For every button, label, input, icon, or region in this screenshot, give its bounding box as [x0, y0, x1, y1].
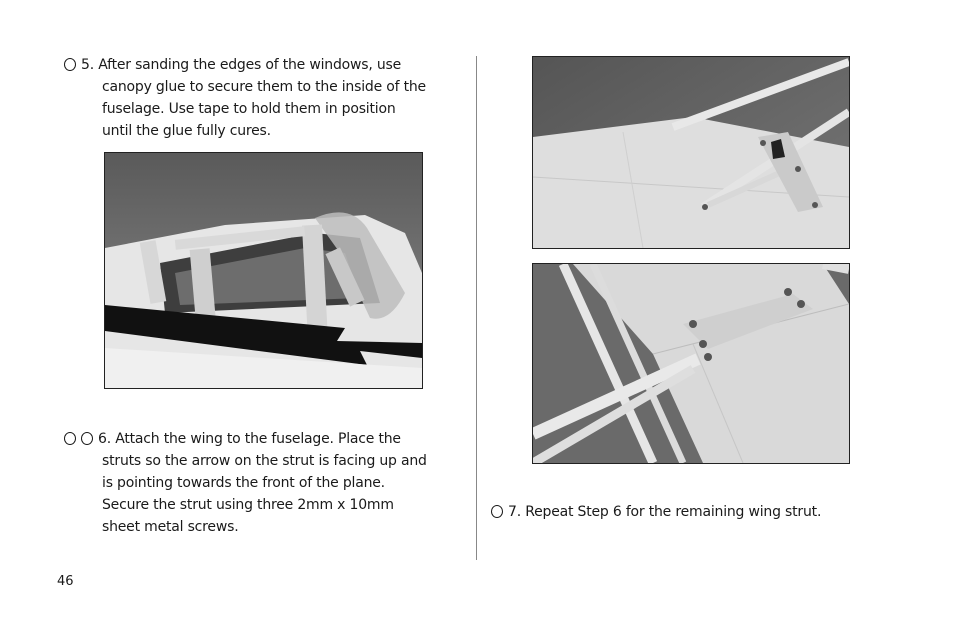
step-6 [64, 428, 454, 538]
strut-attachment-photo-top [532, 56, 850, 249]
circle-outline-icon[interactable] [64, 58, 76, 71]
circle-outline-icon[interactable] [64, 432, 76, 445]
column-divider [476, 56, 477, 560]
step-5-line1: 5. After sanding the edges of the windows, use [81, 57, 402, 73]
circle-outline-icon[interactable] [81, 432, 93, 445]
page-number: 46 [57, 574, 74, 589]
canopy-windows-photo [104, 152, 423, 389]
step-6-line1: 6. Attach the wing to the fuselage. Place the [98, 431, 401, 447]
step-6-text: struts so the arrow on the strut is facing up and is pointing towards the front of the plane. Secure the strut using three 2mm x 10mm sheet metal screws. [102, 453, 427, 535]
circle-outline-icon[interactable] [491, 505, 503, 518]
step-5-text: canopy glue to secure them to the inside of the fuselage. Use tape to hold them in position until the glue fully cures. [102, 79, 426, 139]
strut-attachment-photo-bottom [532, 263, 850, 464]
step-5 [64, 54, 444, 142]
step-7 [491, 501, 911, 523]
step-7-line1: 7. Repeat Step 6 for the remaining wing strut. [508, 504, 822, 520]
